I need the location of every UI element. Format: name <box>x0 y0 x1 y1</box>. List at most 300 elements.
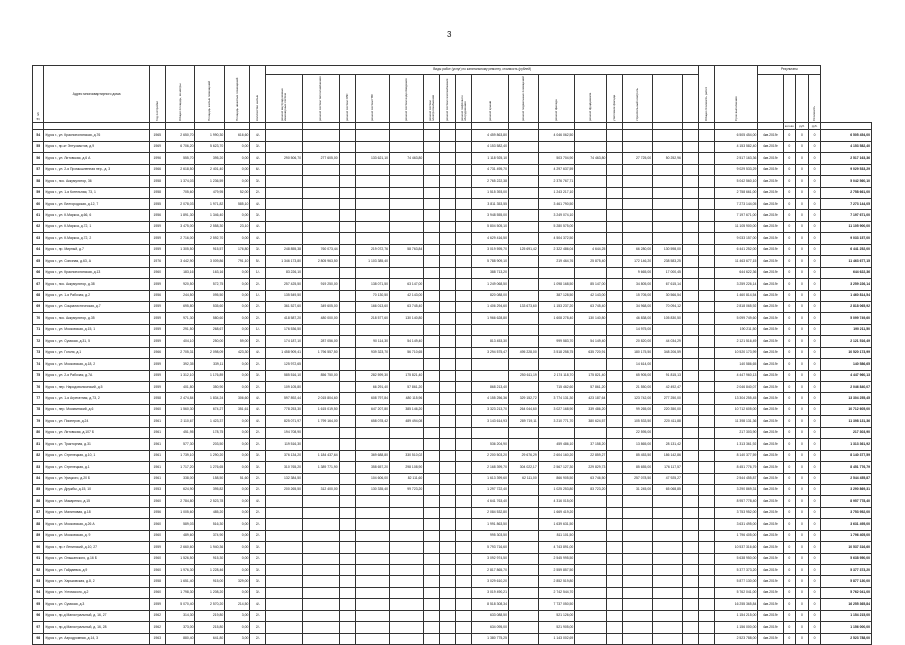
table-cell: 0 <box>796 484 809 495</box>
table-cell <box>653 199 683 210</box>
table-cell: 0 <box>783 256 796 267</box>
table-cell: 4/- <box>250 416 266 427</box>
table-cell: 0,00 <box>225 507 250 518</box>
table-cell <box>389 427 423 438</box>
table-cell: 0 <box>783 633 796 644</box>
table-cell <box>508 187 538 198</box>
table-cell: 42 492,47 <box>653 382 683 393</box>
address-cell: Курск г., ул. Краснополянская, д.76 <box>44 130 149 141</box>
header-work-2: ремонт систем ХВС <box>339 75 355 123</box>
table-cell: 214,50 <box>225 599 250 610</box>
table-cell: 0 <box>796 416 809 427</box>
table-cell <box>698 553 714 564</box>
table-cell: 123 742,00 <box>623 393 653 404</box>
table-cell: 178,75 <box>195 427 225 438</box>
table-cell: 130 598,00 <box>653 244 683 255</box>
table-cell: 633 088,50 <box>472 610 509 621</box>
table-cell: 59 <box>33 187 44 198</box>
table-cell: 57 861,20 <box>389 382 423 393</box>
table-cell: 0 <box>796 507 809 518</box>
table-cell: 658 078,42 <box>355 416 389 427</box>
table-cell <box>508 530 538 541</box>
table-cell <box>389 439 423 450</box>
table-cell: 88 <box>33 519 44 530</box>
table-row <box>33 233 872 244</box>
table-cell: 52,00 <box>225 187 250 198</box>
table-cell <box>698 187 714 198</box>
table-cell <box>389 164 423 175</box>
table-cell: 2 742 544,70 <box>538 587 575 598</box>
table-cell: 46 838,00 <box>623 313 653 324</box>
table-cell <box>607 507 623 518</box>
table-cell <box>456 450 472 461</box>
table-cell <box>339 141 355 152</box>
table-cell <box>355 622 389 633</box>
table-cell: 4/- <box>250 393 266 404</box>
table-cell: 1 154 215,00 <box>821 610 872 621</box>
table-cell: 250 611,19 <box>508 370 538 381</box>
table-cell: 3 290 869,31 <box>714 484 757 495</box>
address-cell: Курск г., ул. Белгородская, д.12, 7 <box>44 199 149 210</box>
table-cell: 0 <box>796 427 809 438</box>
table-cell <box>682 244 698 255</box>
table-cell: 63 745,40 <box>575 301 607 312</box>
table-cell: 0 <box>808 427 821 438</box>
table-cell: 0 <box>783 336 796 347</box>
table-cell <box>339 427 355 438</box>
table-cell <box>440 370 456 381</box>
table-cell: 66 <box>33 267 44 278</box>
table-cell: 5 793 716,60 <box>472 542 509 553</box>
table-cell <box>653 324 683 335</box>
table-cell: 2 015 804,60 <box>303 393 340 404</box>
table-cell: 2 650,70 <box>165 130 195 141</box>
table-cell: 4/- <box>250 221 266 232</box>
table-cell <box>266 542 303 553</box>
table-cell <box>508 221 538 232</box>
table-cell: 277 250,00 <box>653 393 683 404</box>
table-cell: 0 <box>796 370 809 381</box>
table-cell: 0,00 <box>225 279 250 290</box>
table-cell: 1 406 294,60 <box>472 301 509 312</box>
table-cell <box>389 176 423 187</box>
table-cell <box>339 370 355 381</box>
table-row <box>33 187 872 198</box>
address-cell: Курск г., ул. Дружбы, д.15, 10 <box>44 484 149 495</box>
table-cell <box>575 233 607 244</box>
table-cell <box>339 313 355 324</box>
table-cell: 2 046 840,07 <box>714 382 757 393</box>
address-cell: Курск г., пр-т Ленинский, д.10, 27 <box>44 542 149 553</box>
table-cell: 423,30 <box>225 347 250 358</box>
table-cell: 2/- <box>250 313 266 324</box>
table-cell <box>389 633 423 644</box>
table-cell: 577,30 <box>165 439 195 450</box>
table-cell <box>440 496 456 507</box>
table-cell <box>389 233 423 244</box>
table-cell <box>303 633 340 644</box>
table-cell: 83 226,10 <box>266 267 303 278</box>
table-cell: 90 <box>33 542 44 553</box>
table-cell: 8 957 778,40 <box>821 496 872 507</box>
address-cell: Курск г., ул. К.Маркса, д.72, 2 <box>44 233 149 244</box>
table-cell <box>389 221 423 232</box>
table-cell: 4 504 372,50 <box>538 233 575 244</box>
table-cell: 2/- <box>250 279 266 290</box>
table-cell <box>303 221 340 232</box>
table-cell: 1 423,37 <box>195 416 225 427</box>
table-cell: 0 <box>783 473 796 484</box>
header-work-12: утепление фасада <box>607 75 623 123</box>
table-cell: 268,67 <box>195 324 225 335</box>
table-cell <box>339 553 355 564</box>
table-cell: 0 <box>796 462 809 473</box>
table-cell <box>424 359 440 370</box>
table-cell: 89 <box>33 530 44 541</box>
table-cell <box>682 542 698 553</box>
table-cell: 2 544 455,87 <box>714 473 757 484</box>
table-cell: 1 458 909,41 <box>266 347 303 358</box>
table-cell: 2/- <box>250 359 266 370</box>
table-cell: 0 <box>808 313 821 324</box>
table-cell <box>424 427 440 438</box>
table-cell: 244,50 <box>165 290 195 301</box>
table-cell <box>456 301 472 312</box>
table-cell: 277 605,00 <box>303 153 340 164</box>
table-cell <box>682 313 698 324</box>
table-cell: 66 280,00 <box>623 244 653 255</box>
table-cell <box>508 256 538 267</box>
table-cell: 674,27 <box>195 404 225 415</box>
table-cell <box>440 267 456 278</box>
table-cell: 647 207,80 <box>355 404 389 415</box>
table-cell <box>303 359 340 370</box>
table-cell: 0,00 <box>225 290 250 301</box>
table-cell <box>303 439 340 450</box>
table-cell <box>538 324 575 335</box>
table-row <box>33 404 872 415</box>
table-cell: 3 092 974,50 <box>472 553 509 564</box>
table-cell: 312 400,00 <box>303 484 340 495</box>
table-cell <box>682 164 698 175</box>
table-cell <box>698 301 714 312</box>
table-cell <box>456 176 472 187</box>
table-cell <box>355 233 389 244</box>
table-cell: 2 110,67 <box>165 416 195 427</box>
table-cell: 1 346 173,80 <box>266 256 303 267</box>
table-cell: 1962 <box>149 610 165 621</box>
table-cell: 3/- <box>250 587 266 598</box>
table-cell <box>456 622 472 633</box>
table-cell <box>508 599 538 610</box>
table-cell: 0,00 <box>225 462 250 473</box>
table-cell: 8 140 377,59 <box>821 450 872 461</box>
table-cell <box>440 313 456 324</box>
address-cell: Курск г., ул. 1-я Рабочая, д.2 <box>44 290 149 301</box>
table-cell <box>607 382 623 393</box>
table-cell <box>440 599 456 610</box>
table-cell: 298 108,90 <box>389 462 423 473</box>
table-cell: 5/- <box>250 256 266 267</box>
table-cell: 1 515 393,00 <box>472 187 509 198</box>
table-cell: 14 975,00 <box>623 324 653 335</box>
header-result-2 <box>796 75 809 123</box>
table-cell: 480 000,00 <box>303 313 340 324</box>
units-cell: руб. <box>808 123 821 130</box>
table-cell <box>339 484 355 495</box>
page-number: 3 <box>447 30 452 39</box>
table-cell: 6 706,20 <box>165 141 195 152</box>
table-cell <box>440 450 456 461</box>
table-cell <box>682 336 698 347</box>
table-cell: 361 527,60 <box>266 301 303 312</box>
table-cell: 10 520 173,99 <box>821 347 872 358</box>
table-cell: 0 <box>796 565 809 576</box>
table-cell: 3/- <box>250 244 266 255</box>
table-cell: 135 549,50 <box>266 290 303 301</box>
table-cell <box>607 301 623 312</box>
table-cell <box>456 496 472 507</box>
table-cell: 291,50 <box>165 324 195 335</box>
units-cell <box>389 123 423 130</box>
table-cell: 4/- <box>250 599 266 610</box>
table-cell: 1 608 278,40 <box>538 313 575 324</box>
table-cell: 1 154 215,00 <box>714 610 757 621</box>
table-cell: 0 <box>808 221 821 232</box>
table-cell: 0,00 <box>225 233 250 244</box>
table-cell: 1959 <box>149 221 165 232</box>
table-cell: 0 <box>808 553 821 564</box>
units-cell <box>44 123 149 130</box>
table-cell <box>607 267 623 278</box>
table-cell <box>682 370 698 381</box>
table-cell <box>653 576 683 587</box>
table-cell <box>424 565 440 576</box>
table-cell: 138 071,50 <box>355 279 389 290</box>
table-cell: 65 <box>33 256 44 267</box>
units-cell <box>440 123 456 130</box>
table-cell: 2/- <box>250 427 266 438</box>
table-cell: 1 025 253,80 <box>538 484 575 495</box>
table-cell: 63 746,50 <box>575 473 607 484</box>
table-cell: 130 140,80 <box>389 313 423 324</box>
table-cell <box>456 221 472 232</box>
table-cell <box>456 519 472 530</box>
table-cell: 349 605,00 <box>303 301 340 312</box>
table-cell <box>575 599 607 610</box>
table-cell <box>440 210 456 221</box>
table-cell <box>508 164 538 175</box>
table-cell: 0 <box>796 267 809 278</box>
table-cell <box>575 576 607 587</box>
table-cell <box>424 153 440 164</box>
table-cell: 2 517 163,36 <box>821 153 872 164</box>
table-cell: 5 877 130,00 <box>821 576 872 587</box>
table-cell: 0 <box>808 496 821 507</box>
table-cell: 0 <box>808 576 821 587</box>
table-row <box>33 565 872 576</box>
table-cell <box>575 199 607 210</box>
table-cell <box>303 542 340 553</box>
table-cell: 459 486,10 <box>538 439 575 450</box>
table-cell <box>339 164 355 175</box>
table-cell: 0 <box>808 393 821 404</box>
table-cell <box>303 176 340 187</box>
table-cell <box>607 393 623 404</box>
table-cell <box>339 576 355 587</box>
table-cell <box>303 599 340 610</box>
table-cell <box>355 542 389 553</box>
table-cell: 0 <box>796 542 809 553</box>
table-cell <box>653 233 683 244</box>
table-cell <box>682 199 698 210</box>
address-cell: Курск г., ул. Гайдаевка, д.9 <box>44 565 149 576</box>
table-cell: 306,60 <box>225 393 250 404</box>
table-cell <box>682 599 698 610</box>
table-cell: 203,50 <box>195 439 225 450</box>
table-cell <box>508 130 538 141</box>
table-cell: 174 187,10 <box>266 336 303 347</box>
table-cell: 0 <box>783 484 796 495</box>
table-cell <box>623 576 653 587</box>
table-cell: 3 259 226,14 <box>714 279 757 290</box>
table-cell: 0 <box>808 610 821 621</box>
table-cell: 1961 <box>149 462 165 473</box>
table-cell: 1960 <box>149 267 165 278</box>
table-cell: 1 184 437,64 <box>303 450 340 461</box>
table-cell: 338,00 <box>165 473 195 484</box>
table-cell <box>653 130 683 141</box>
table-cell <box>682 130 698 141</box>
table-cell: 54 149,40 <box>389 336 423 347</box>
table-cell <box>698 199 714 210</box>
table-cell: 778 253,30 <box>266 404 303 415</box>
table-cell <box>653 587 683 598</box>
table-cell: 91 815,13 <box>653 370 683 381</box>
table-cell: 4кв.2019г <box>758 164 783 175</box>
table-cell: 3/- <box>250 141 266 152</box>
table-cell: 4/- <box>250 233 266 244</box>
table-cell: 200 265,50 <box>266 484 303 495</box>
table-cell: 3 294 575,47 <box>472 347 509 358</box>
table-cell <box>303 210 340 221</box>
table-cell <box>303 130 340 141</box>
table-cell: 1 669 419,20 <box>538 507 575 518</box>
table-cell: 2 705,31 <box>165 347 195 358</box>
table-cell: 0 <box>808 633 821 644</box>
table-row <box>33 199 872 210</box>
table-cell: 1 717,20 <box>165 462 195 473</box>
table-cell <box>440 233 456 244</box>
table-cell <box>607 450 623 461</box>
table-cell: 3 019 490,21 <box>472 587 509 598</box>
table-cell <box>355 199 389 210</box>
units-cell <box>821 123 872 130</box>
table-cell: 2 078,03 <box>165 199 195 210</box>
table-cell: 0 <box>796 187 809 198</box>
table-cell: 44 034,29 <box>653 336 683 347</box>
header-work-14 <box>653 75 683 123</box>
table-cell: 0 <box>808 519 821 530</box>
table-cell: 2 544 455,87 <box>821 473 872 484</box>
table-cell: 2 570,20 <box>195 599 225 610</box>
address-cell: Курск г., ул. Харьковская, д.8, 2 <box>44 576 149 587</box>
units-cell <box>250 123 266 130</box>
table-cell: 0 <box>808 324 821 335</box>
table-cell <box>607 324 623 335</box>
table-cell <box>339 199 355 210</box>
units-cell <box>623 123 653 130</box>
table-cell <box>682 153 698 164</box>
table-cell: 7 273 144,05 <box>714 199 757 210</box>
table-cell <box>575 221 607 232</box>
table-row <box>33 587 872 598</box>
table-cell <box>339 404 355 415</box>
header-work-6: ремонт систем газоснабжения <box>440 75 456 123</box>
table-cell: 3 009,86 <box>195 256 225 267</box>
table-cell: 1961 <box>149 473 165 484</box>
table-cell: 4кв.2019г <box>758 416 783 427</box>
address-cell: Курск г., ул. Макаренко, д.15 <box>44 496 149 507</box>
table-cell: 4кв.2019г <box>758 221 783 232</box>
table-cell: 5 877 130,00 <box>714 576 757 587</box>
table-cell: 282 599,30 <box>355 370 389 381</box>
table-cell: 3 442,90 <box>165 256 195 267</box>
table-cell <box>607 233 623 244</box>
table-cell: 68 <box>33 290 44 301</box>
table-cell <box>607 164 623 175</box>
table-cell <box>355 141 389 152</box>
table-cell: 4кв.2019г <box>758 507 783 518</box>
table-cell <box>424 507 440 518</box>
table-cell: 811 101,50 <box>538 530 575 541</box>
table-cell: 0 <box>783 599 796 610</box>
table-cell: 919 250,00 <box>303 279 340 290</box>
table-cell <box>698 462 714 473</box>
table-cell: 0 <box>783 370 796 381</box>
table-cell: 4кв.2019г <box>758 290 783 301</box>
table-cell: 6 441 252,00 <box>821 244 872 255</box>
table-cell: 2 322 486,04 <box>538 244 575 255</box>
table-cell <box>682 141 698 152</box>
table-cell <box>303 622 340 633</box>
table-cell: 760 073,44 <box>303 244 340 255</box>
table-cell: 63 745,40 <box>389 301 423 312</box>
table-cell <box>440 507 456 518</box>
table-cell: 635 720,91 <box>575 347 607 358</box>
table-cell: 0 <box>783 153 796 164</box>
table-cell <box>339 473 355 484</box>
table-cell: 4кв.2019г <box>758 633 783 644</box>
table-cell <box>389 130 423 141</box>
table-cell: 1959 <box>149 301 165 312</box>
address-cell: Курск г., пр-д Магистральный, д. 16, 28 <box>44 622 149 633</box>
table-cell <box>508 427 538 438</box>
table-cell <box>575 553 607 564</box>
table-cell: 70 130,50 <box>355 290 389 301</box>
table-cell: 868 213,40 <box>472 382 509 393</box>
table-cell <box>355 599 389 610</box>
table-cell <box>456 439 472 450</box>
table-cell: 0 <box>808 359 821 370</box>
table-cell <box>303 530 340 541</box>
table-row <box>33 633 872 644</box>
table-cell: 2 523 788,00 <box>714 633 757 644</box>
table-cell <box>508 324 538 335</box>
table-cell <box>607 427 623 438</box>
table-cell: 0,00 <box>225 439 250 450</box>
table-cell <box>440 141 456 152</box>
